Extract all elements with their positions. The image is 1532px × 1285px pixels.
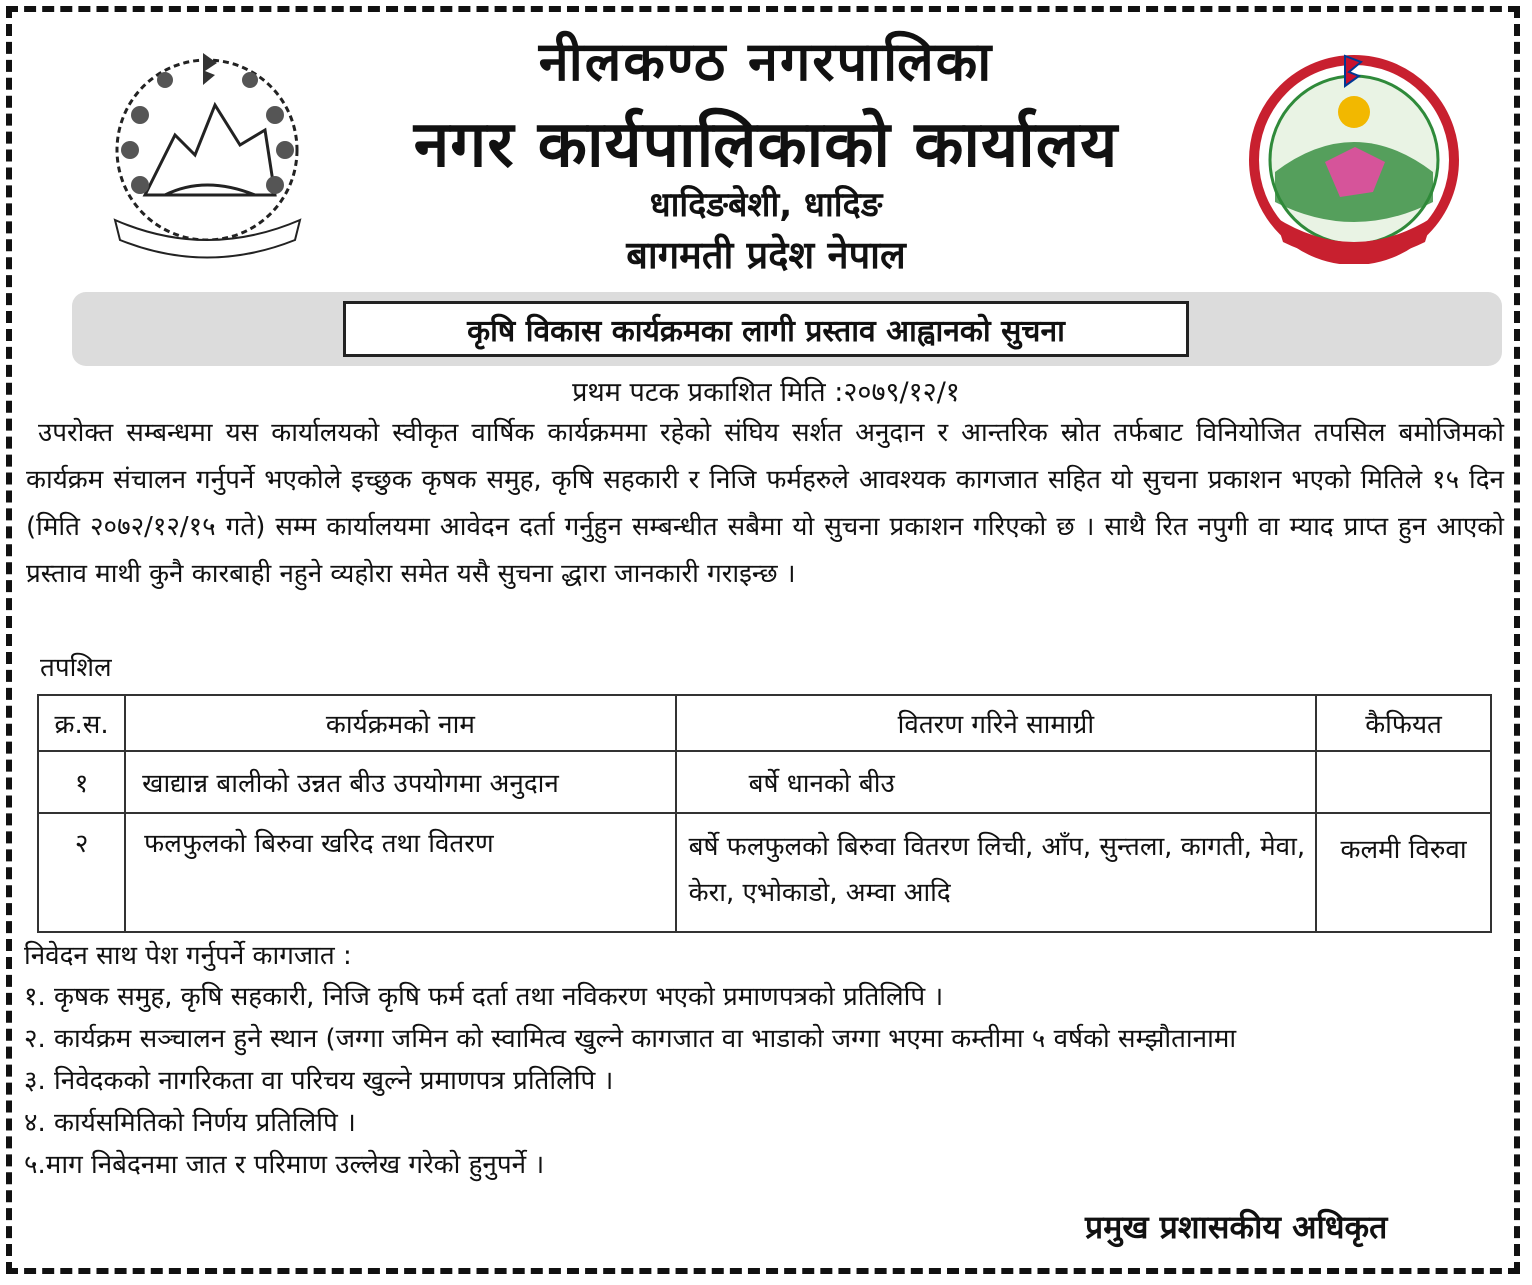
- publish-date: प्रथम पटक प्रकाशित मिति :२०७९/१२/१: [572, 377, 960, 408]
- signature-title: प्रमुख प्रशासकीय अधिकृत: [1085, 1208, 1388, 1246]
- list-item: ४. कार्यसमितिको निर्णय प्रतिलिपि ।: [24, 1108, 356, 1138]
- header-program-name: कार्यक्रमको नाम: [125, 695, 676, 751]
- header-materials: वितरण गरिने सामाग्री: [676, 695, 1316, 751]
- cell-program-name: खाद्यान्न बालीको उन्नत बीउ उपयोगमा अनुदान: [125, 751, 676, 813]
- header-remarks: कैफियत: [1316, 695, 1491, 751]
- table-row: [38, 813, 1491, 932]
- cell-materials: बर्षे फलफुलको बिरुवा वितरण लिची, आँप, सुन्तला, कागती, मेवा, केरा, एभोकाडो, अम्वा आदि: [676, 813, 1316, 932]
- list-item: ५.माग निबेदनमा जात र परिमाण उल्लेख गरेको हुनुपर्ने ।: [24, 1150, 545, 1180]
- cell-serial: १: [38, 751, 125, 813]
- office-title: नगर कार्यपालिकाको कार्यालय: [413, 108, 1119, 182]
- cell-remarks: [1316, 751, 1491, 813]
- cell-serial: २: [38, 813, 125, 932]
- cell-materials: बर्षे धानको बीउ: [676, 751, 1316, 813]
- documents-heading: निवेदन साथ पेश गर्नुपर्ने कागजात :: [24, 941, 352, 971]
- header-serial: क्र.स.: [38, 695, 125, 751]
- address-line-2: बागमती प्रदेश नेपाल: [626, 233, 906, 277]
- documents-list: [24, 976, 1236, 1186]
- list-item: १. कृषक समुह, कृषि सहकारी, निजि कृषि फर्म दर्ता तथा नविकरण भएको प्रमाणपत्रको प्रतिलिपि ।: [24, 982, 944, 1012]
- list-item: २. कार्यक्रम सञ्चालन हुने स्थान (जग्गा जमिन को स्वामित्व खुल्ने कागजात वा भाडाको जग्गा भएमा कम्तीमा ५ वर्षको सम्झौतानामा: [24, 1024, 1237, 1054]
- address-line-1: धादिङबेशी, धादिङ: [649, 185, 883, 225]
- list-item: ३. निवेदकको नागरिकता वा परिचय खुल्ने प्रमाणपत्र प्रतिलिपि ।: [24, 1066, 614, 1096]
- cell-remarks: कलमी विरुवा: [1316, 813, 1491, 932]
- schedule-label: तपशिल: [40, 653, 112, 683]
- notice-title: कृषि विकास कार्यक्रमका लागी प्रस्ताव आह्वानको सुचना: [343, 301, 1189, 357]
- table-header-row: [38, 695, 1491, 751]
- municipality-name: नीलकण्ठ नगरपालिका: [538, 30, 994, 93]
- cell-program-name: फलफुलको बिरुवा खरिद तथा वितरण: [125, 813, 676, 932]
- schedule-table: [37, 694, 1492, 933]
- notice-body: उपरोक्त सम्बन्धमा यस कार्यालयको स्वीकृत वार्षिक कार्यक्रममा रहेको संघिय सर्शत अनुदान र आन्तरिक स्रोत तर्फबाट विनियोजित तपसिल बमोजिमको कार्यक्रम संचालन गर्नुपर्ने भएकोले इच्छुक कृषक समुह, कृषि सहकारी र निजि फर्महरुले आवश्यक कागजात सहित यो सुचना प्रकाशन भएको मितिले १५ दिन (मिति २०७२/१२/१५ गते) सम्म कार्यालयमा आवेदन दर्ता गर्नुहुन सम्बन्धीत सबैमा यो सुचना प्रकाशन गरिएको छ । साथै रित नपुगी वा म्याद प्राप्त हुन आएको प्रस्ताव माथी कुनै कारबाही नहुने व्यहोरा समेत यसै सुचना द्धारा जानकारी गराइन्छ ।: [26, 418, 1504, 589]
- table-row: [38, 751, 1491, 813]
